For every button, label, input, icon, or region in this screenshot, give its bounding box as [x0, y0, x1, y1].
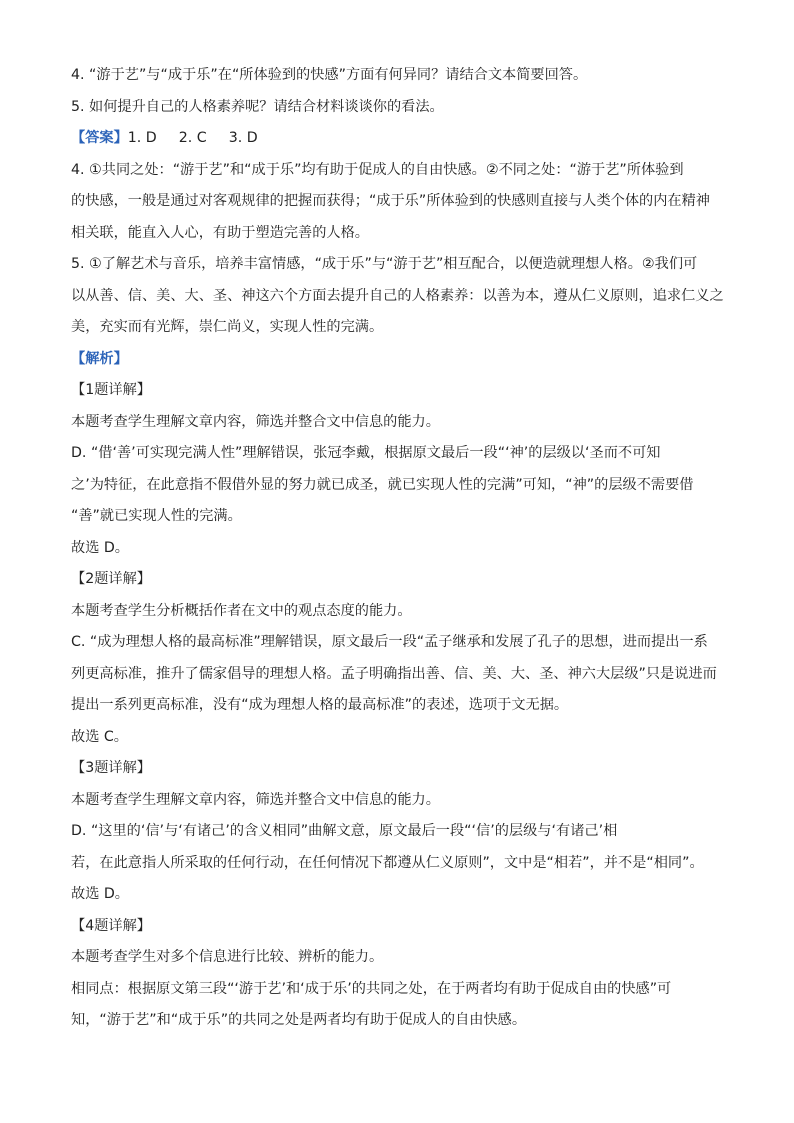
section-2-line: 列更高标准，推升了儒家倡导的理想人格。孟子明确指出善、信、美、大、圣、神六大层级”只是说进而: [71, 665, 717, 682]
section-1-line: 故选 D。: [71, 539, 129, 556]
section-2-line: 本题考查学生分析概括作者在文中的观点态度的能力。: [71, 602, 412, 619]
answer-4-line: 的快感，一般是通过对客观规律的把握而获得；“成于乐”所体验到的快感则直接与人类个体的内在精神: [71, 193, 710, 209]
section-4-line: 本题考查学生对多个信息进行比较、辨析的能力。: [71, 949, 384, 965]
section-4-line: 知，“游于艺”和“成于乐”的共同之处是两者均有助于促成人的自由快感。: [71, 1012, 527, 1028]
section-1-line: 之’为特征，在此意指不假借外显的努力就已成圣，就已实现人性的完满”可知，“神”的层级不需要借: [71, 476, 694, 493]
section-4-line: 相同点：根据原文第三段“‘游于艺’和‘成于乐’的共同之处，在于两者均有助于促成自由的快感”可: [71, 980, 672, 997]
answer-row: [71, 123, 723, 155]
analysis-tag: 【解析】: [71, 350, 128, 367]
answer-5-line: 5. ①了解艺术与音乐，培养丰富情感，“成于乐”与“游于艺”相互配合，以便造就理想人格。②我们可: [71, 256, 698, 272]
section-heading: 【2题详解】: [71, 571, 151, 587]
answer-tag: 【答案】: [71, 130, 128, 146]
answer-5-line: 美，充实而有光辉，崇仁尚义，实现人性的完满。: [71, 319, 384, 335]
section-1-line: 本题考查学生理解文章内容，筛选并整合文中信息的能力。: [71, 413, 440, 430]
answer-5-line: 以从善、信、美、大、圣、神这六个方面去提升自己的人格素养：以善为本，遵从仁义原则，追求仁义之: [71, 287, 724, 304]
section-3-line: 故选 D。: [71, 886, 129, 902]
answer-4-line: 4. ①共同之处：“游于艺”和“成于乐”均有助于促成人的自由快感。②不同之处：“游于艺”所体验到: [71, 161, 684, 178]
section-2-line: 故选 C。: [71, 728, 128, 745]
section-heading: 【3题详解】: [71, 760, 151, 776]
answer-choice-2: 2. C: [178, 130, 207, 146]
answer-choice-3: 3. D: [228, 130, 258, 146]
section-3-line: D. “这里的‘信’与‘有诸己’的含义相同”曲解文意，原文最后一段“‘信’的层级与‘有诸己’相: [71, 823, 618, 839]
section-1-line: D. “借‘善’可实现完满人性”理解错误，张冠李戴，根据原文最后一段“‘神’的层级以‘圣而不可知: [71, 445, 661, 461]
section-2-line: 提出一系列更高标准，没有“成为理想人格的最高标准”的表述，选项于文无据。: [71, 697, 569, 713]
section-3-line: 若，在此意指人所采取的任何行动，在任何情况下都遵从仁义原则”，文中是“相若”，并不是“相同”。: [71, 854, 704, 871]
question-4: 4. “游于艺”与“成于乐”在“所体验到的快感”方面有何异同？请结合文本简要回答。: [71, 67, 588, 83]
answer-4-line: 相关联，能直入人心，有助于塑造完善的人格。: [71, 224, 369, 241]
section-2-line: C. “成为理想人格的最高标准”理解错误，原文最后一段“孟子继承和发展了孔子的思想，进而提出一系: [71, 634, 708, 650]
section-1-line: “善”就已实现人性的完满。: [71, 508, 242, 524]
answer-choice-1: 1. D: [127, 130, 157, 146]
question-5: 5. 如何提升自己的人格素养呢？请结合材料谈谈你的看法。: [71, 98, 444, 115]
section-heading: 【1题详解】: [71, 382, 151, 398]
section-3-line: 本题考查学生理解文章内容，筛选并整合文中信息的能力。: [71, 791, 440, 808]
document-page: [71, 60, 723, 1037]
section-heading: 【4题详解】: [71, 917, 151, 934]
